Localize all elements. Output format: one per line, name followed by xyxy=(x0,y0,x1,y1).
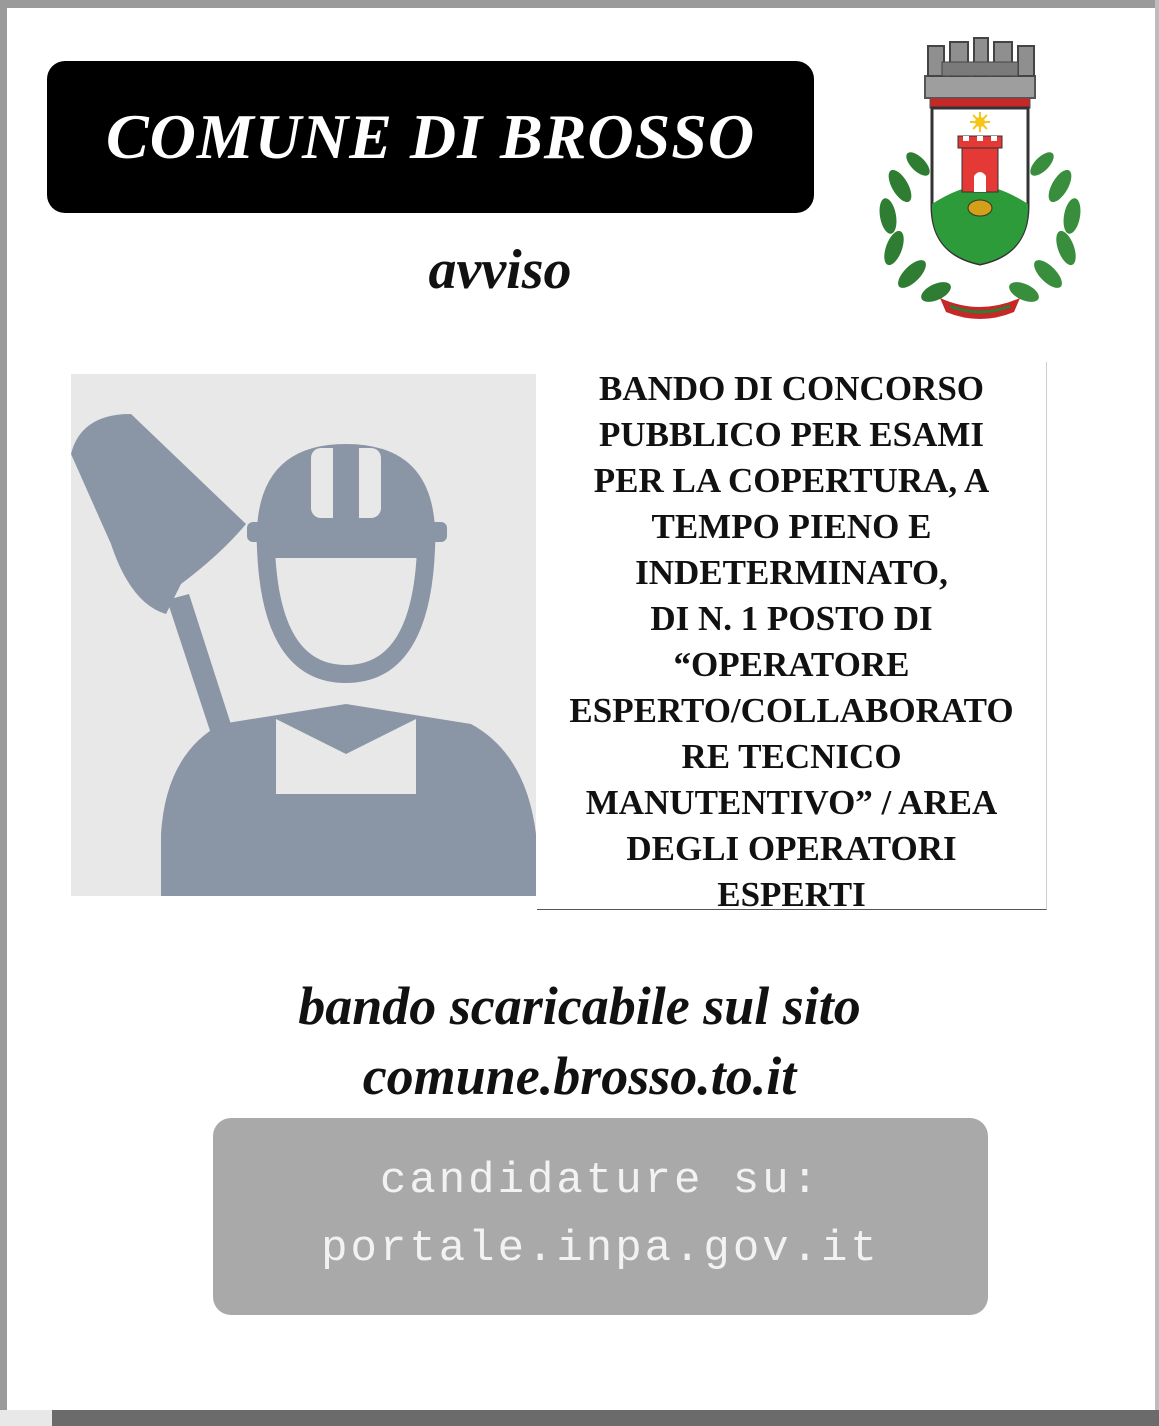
notice-line: BANDO DI CONCORSO xyxy=(598,369,985,408)
coat-of-arms-icon xyxy=(860,36,1100,326)
frame-top-border xyxy=(0,0,1159,8)
application-label: candidature su: xyxy=(379,1156,822,1206)
notice-text-box xyxy=(537,362,1047,914)
frame-right-border xyxy=(1155,0,1159,1426)
notice-line: RE TECNICO xyxy=(681,737,902,776)
application-portal: portale.inpa.gov.it xyxy=(321,1224,880,1274)
notice-line: INDETERMINATO, xyxy=(635,553,948,592)
frame-bottom-shadow xyxy=(52,1410,1159,1426)
frame-bottom-left xyxy=(0,1410,52,1426)
notice-line: PUBBLICO PER ESAMI xyxy=(598,415,985,454)
title-banner xyxy=(47,61,814,213)
notice-line: DEGLI OPERATORI xyxy=(626,829,957,868)
notice-line: TEMPO PIENO E xyxy=(651,507,932,546)
download-text: bando scaricabile sul sito xyxy=(298,976,861,1036)
worker-illustration xyxy=(71,374,536,896)
application-box xyxy=(213,1118,988,1315)
page-title: COMUNE DI BROSSO xyxy=(105,101,756,172)
notice-line: MANUTENTIVO” / AREA xyxy=(585,783,998,822)
page-subtitle: avviso xyxy=(428,239,572,301)
notice-line: ESPERTI xyxy=(717,875,866,914)
notice-line: “OPERATORE xyxy=(673,645,910,684)
notice-line: PER LA COPERTURA, A xyxy=(593,461,990,500)
frame-left-border xyxy=(0,0,7,1426)
download-website: comune.brosso.to.it xyxy=(362,1046,797,1106)
construction-worker-icon xyxy=(71,374,536,896)
notice-line: ESPERTO/COLLABORATO xyxy=(569,691,1014,730)
notice-line: DI N. 1 POSTO DI xyxy=(650,599,933,638)
